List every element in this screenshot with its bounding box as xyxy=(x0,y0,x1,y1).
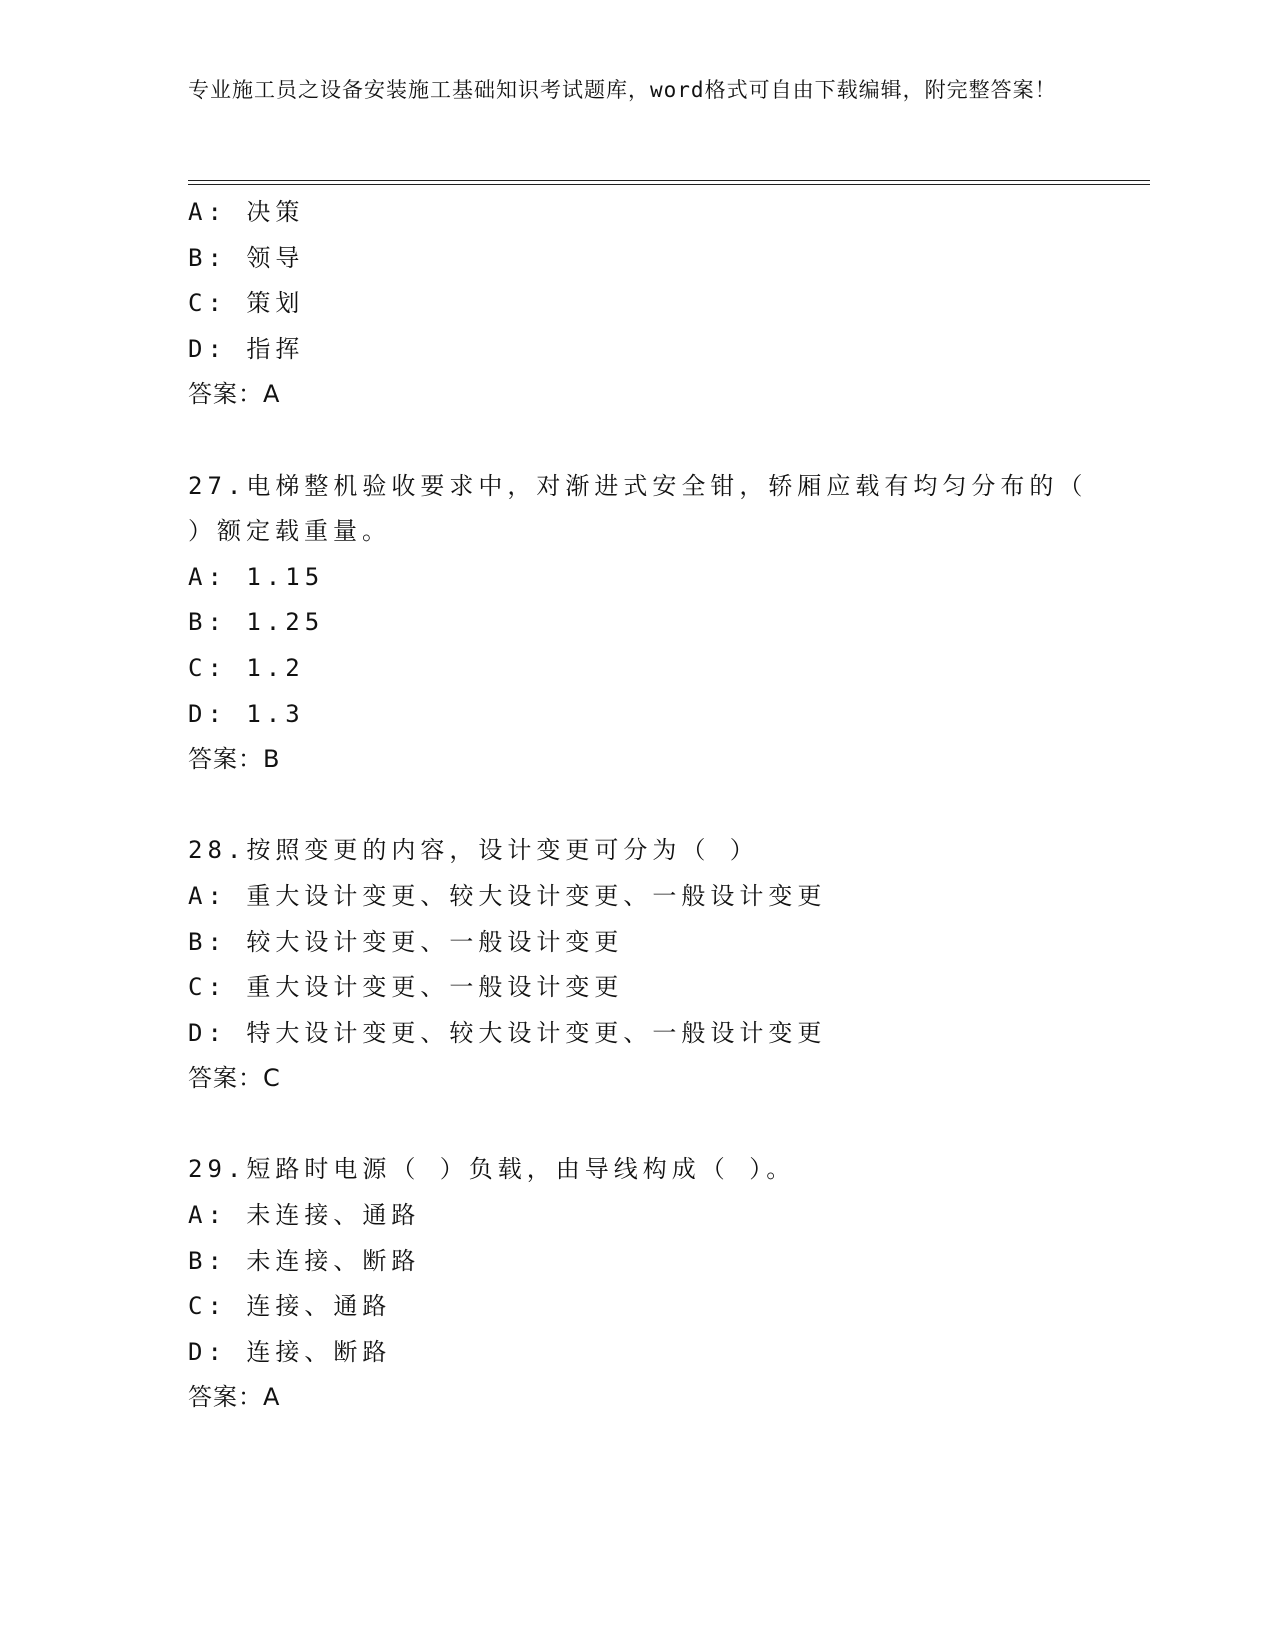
document-header: 专业施工员之设备安装施工基础知识考试题库，word格式可自由下载编辑，附完整答案！ xyxy=(188,78,1057,102)
question-stem: 29.短路时电源（ ）负载，由导线构成（ ）。 xyxy=(188,1155,796,1184)
option-b: B: 1.25 xyxy=(188,608,325,637)
option-a: A: 未连接、通路 xyxy=(188,1201,421,1230)
question-stem-continued: ）额定载重量。 xyxy=(188,517,391,546)
option-d: D: 指挥 xyxy=(188,334,305,363)
option-b: B: 未连接、断路 xyxy=(188,1246,421,1275)
spacer xyxy=(188,783,1088,829)
option-d: D: 特大设计变更、较大设计变更、一般设计变更 xyxy=(188,1018,827,1047)
answer: 答案：B xyxy=(188,745,281,774)
option-c: C: 连接、通路 xyxy=(188,1292,392,1321)
option-a: A: 决策 xyxy=(188,198,305,226)
spacer xyxy=(188,418,1088,464)
question-stem: 28.按照变更的内容，设计变更可分为（ ） xyxy=(188,836,759,865)
option-d: D: 1.3 xyxy=(188,699,305,728)
header-divider xyxy=(188,180,1150,185)
option-a: A: 重大设计变更、较大设计变更、一般设计变更 xyxy=(188,881,827,910)
option-a: A: 1.15 xyxy=(188,562,325,591)
option-c: C: 1.2 xyxy=(188,653,305,682)
question-28 xyxy=(188,828,1088,1102)
option-b: B: 领导 xyxy=(188,243,305,272)
question-29 xyxy=(188,1147,1088,1421)
question-stem: 27.电梯整机验收要求中，对渐进式安全钳，轿厢应载有均匀分布的（ xyxy=(188,471,1088,500)
option-d: D: 连接、断路 xyxy=(188,1337,392,1366)
option-c: C: 重大设计变更、一般设计变更 xyxy=(188,973,624,1002)
answer: 答案：A xyxy=(188,380,281,409)
question-26-options xyxy=(188,190,1088,418)
option-c: C: 策划 xyxy=(188,289,305,318)
question-27 xyxy=(188,464,1088,783)
question-list xyxy=(188,190,1088,1421)
answer: 答案：C xyxy=(188,1064,281,1093)
spacer xyxy=(188,1102,1088,1148)
answer: 答案：A xyxy=(188,1383,281,1412)
option-b: B: 较大设计变更、一般设计变更 xyxy=(188,927,624,956)
